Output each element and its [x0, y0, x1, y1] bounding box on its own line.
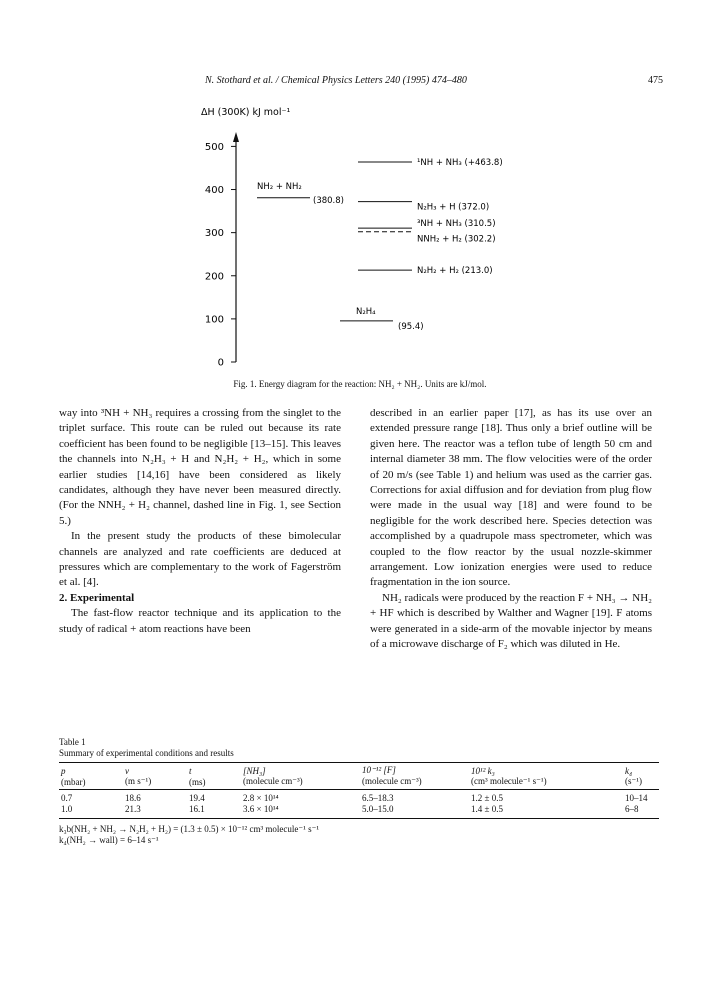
table-subtitle: Summary of experimental conditions and results [59, 748, 234, 758]
table-cell: 18.6 [125, 793, 141, 803]
col-unit: (mbar) [59, 776, 123, 790]
table-row [59, 804, 659, 819]
energy-level-label: ³NH + NH₃ (310.5) [417, 219, 496, 230]
figure-caption: Fig. 1. Energy diagram for the reaction: NH₂ + NH₂. Units are kJ/mol. [233, 379, 487, 389]
energy-level-label: NH₂ + NH₂ [257, 181, 302, 192]
y-axis-arrow [233, 132, 239, 142]
table-cell: 6.5–18.3 [362, 793, 394, 803]
col-unit: (s⁻¹) [623, 776, 659, 790]
y-tick-label: 300 [204, 228, 224, 240]
y-tick-label: 500 [204, 141, 224, 153]
table-cell: 1.0 [59, 804, 123, 819]
results-table [59, 762, 659, 819]
energy-level-value: (380.8) [313, 195, 344, 206]
table-footnote-2: k₄(NH₂ → wall) = 6–14 s⁻¹ [59, 835, 159, 845]
table-cell: 1.4 ± 0.5 [469, 804, 623, 819]
left-paragraph-3: The fast-flow reactor technique and its application to the study of radical + atom reactions have been [59, 607, 341, 635]
col-header: t [187, 763, 241, 777]
table-footnote-1: k₃b(NH₂ + NH₂ → N₂H₂ + H₂) = (1.3 ± 0.5) × 10⁻¹² cm³ molecule⁻¹ s⁻¹ [59, 824, 320, 834]
left-paragraph-1: way into ³NH + NH₃ requires a crossing from the singlet to the triplet surface. This route can be ruled out because its rate coefficient has been found to be negligible [13–15]. This leaves the channels into N₂H₃ + H and N₂H₂ + H₂, which in some earlier studies [14,16] have been considered as likely candidates, although they have never been measured directly. (For the NNH₂ + H₂ channel, dashed line in Fig. 1, see Section 5.) [59, 407, 341, 527]
table-title: Table 1 [59, 737, 86, 747]
table-cell: 1.2 ± 0.5 [471, 793, 503, 803]
right-column [370, 406, 652, 653]
energy-diagram [0, 0, 720, 380]
energy-level-label: ¹NH + NH₃ (+463.8) [417, 158, 503, 169]
col-header: [NH₃] [241, 763, 360, 777]
left-column [59, 406, 341, 637]
table-cell: 6–8 [623, 804, 659, 819]
table-cell: 16.1 [187, 804, 241, 819]
col-header: 10¹² k₃ [469, 763, 623, 777]
energy-level-label: NNH₂ + H₂ (302.2) [417, 234, 496, 245]
table-cell: 3.6 × 10¹⁴ [241, 804, 360, 819]
left-paragraph-2: In the present study the products of these bimolecular channels are analyzed and rate coefficients are deduced at pressures which are complementary to the work of Fagerström et al. [4]. [59, 530, 341, 589]
col-header: p [59, 763, 123, 777]
y-axis-label: ΔH (300K) kJ mol⁻¹ [201, 107, 291, 118]
col-header: 10⁻¹² [F] [360, 763, 469, 777]
energy-level-label: N₂H₂ + H₂ (213.0) [417, 266, 493, 277]
table-cell: 21.3 [123, 804, 187, 819]
section-heading: 2. Experimental [59, 591, 135, 604]
energy-level-label: N₂H₄ [356, 306, 376, 317]
col-header: k₄ [623, 763, 659, 777]
table-cell: 5.0–15.0 [360, 804, 469, 819]
col-unit: (molecule cm⁻³) [360, 776, 469, 790]
right-paragraph-1: described in an earlier paper [17], as has its use over an extended pressure range [18]. Thus only a brief outline will be given here. The reactor was a teflon tube of length 50 cm and internal diameter 38 mm. The flow velocities were of the order of 20 m/s (see Table 1) and helium was used as the carrier gas. Corrections for axial diffusion and for deviation from plug flow were made in the usual way [18] and were found to be negligible for the work described here. Species detection was accomplished by a quadrupole mass spectrometer, which was coupled to the flow reactor by the usual nozzle-skimmer arrangement. Low ionization energies were used to reduce fragmentation in the ion source. [370, 407, 652, 589]
table-cell: 19.4 [189, 793, 205, 803]
col-unit: (ms) [187, 776, 241, 790]
table-cell: 0.7 [61, 793, 73, 803]
table-cell: 2.8 × 10¹⁴ [243, 793, 279, 803]
table-cell: 10–14 [625, 793, 648, 803]
table-1 [59, 737, 659, 846]
energy-level-label: N₂H₃ + H (372.0) [417, 202, 490, 213]
y-tick-label: 200 [204, 271, 224, 283]
running-title: N. Stothard et al. / Chemical Physics Letters 240 (1995) 474–480 [205, 75, 467, 86]
y-tick-label: 100 [204, 314, 224, 326]
col-unit: (cm³ molecule⁻¹ s⁻¹) [469, 776, 623, 790]
page-number: 475 [648, 75, 663, 86]
col-header: v [123, 763, 187, 777]
energy-level-value: (95.4) [398, 321, 424, 332]
y-tick-label: 0 [217, 357, 224, 369]
y-tick-label: 400 [204, 185, 224, 197]
col-unit: (molecule cm⁻³) [241, 776, 360, 790]
col-unit: (m s⁻¹) [123, 776, 187, 790]
right-paragraph-2: NH₂ radicals were produced by the reaction F + NH₃ → NH₂ + HF which is described by Walther and Wagner [19]. F atoms were generated in a side-arm of the movable injector by means of a microwave discharge of F₂ which was diluted in He. [370, 591, 652, 651]
table-row [59, 790, 659, 805]
